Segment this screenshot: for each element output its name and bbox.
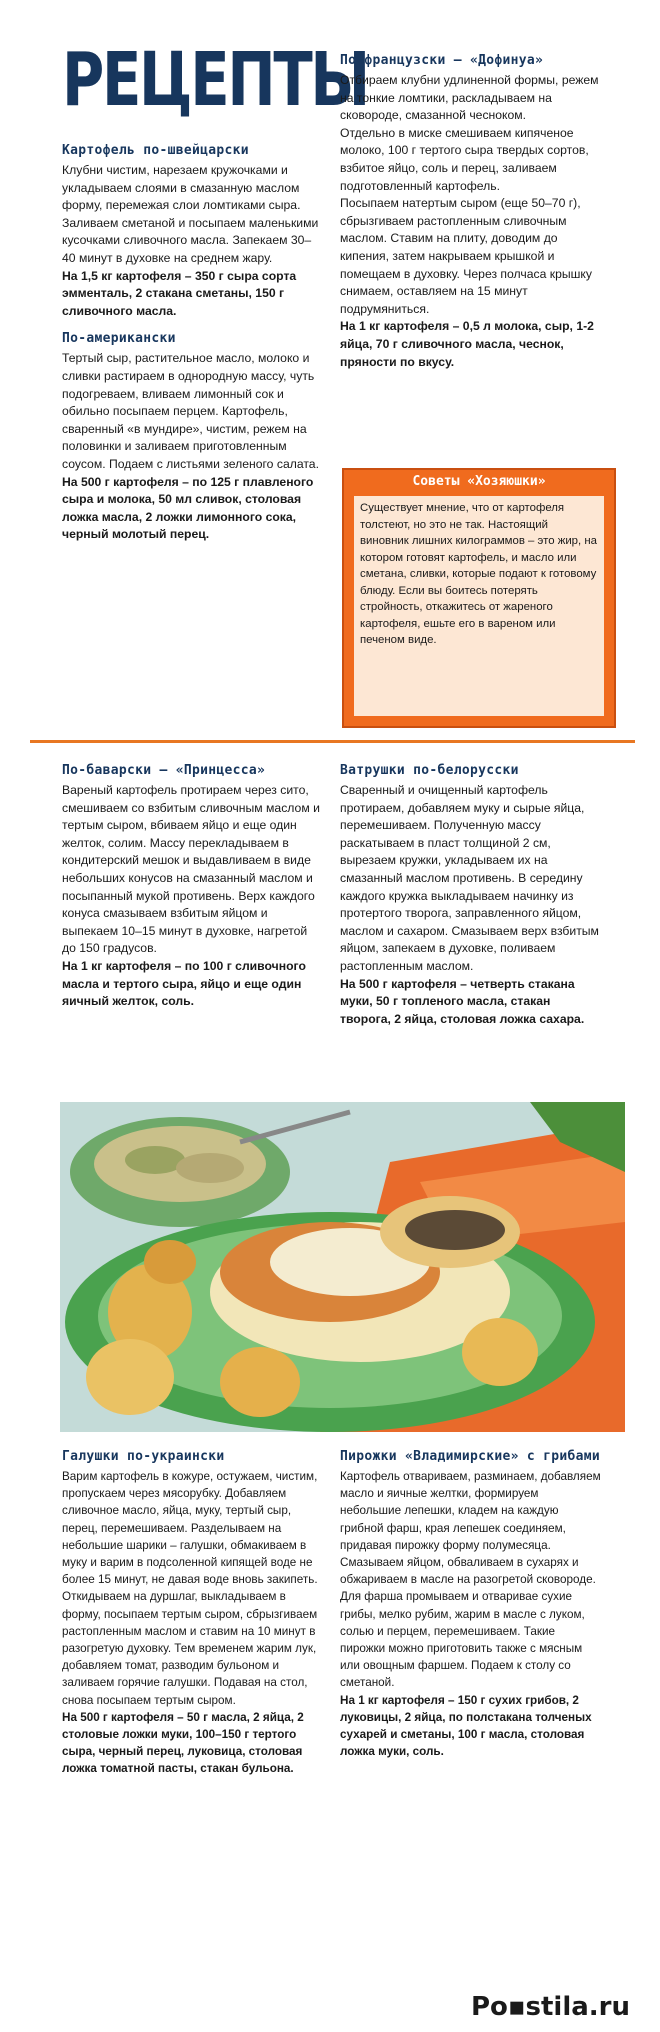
recipe-body-vladimir-2: Для фарша промываем и отваривае сухие грибы, мелко рубим, жарим в масле с луком, солью и перцем, перемешиваем. Такие пирожки можно приготовить также с мясным или овощным фаршем. Подаем к столу со сметаной. [340, 1590, 585, 1690]
recipe-ingredients-bavarian: На 1 кг картофеля – по 100 г сливочного масла и тертого сыра, яйцо и еще один яичный желток, соль. [62, 958, 306, 1009]
recipe-body-ukrainian: Варим картофель в кожуре, остужаем, чистим, пропускаем через мясорубку. Добавляем сливочное масло, яйца, муку, тертый сыр, перец, перемешиваем. Разделываем на небольшие шарики – галушки, обмакиваем в муку и варим в подсоленной кипящей воде не более 15 минут, не давая воде вновь закипеть. Откидываем на дуршлаг, выкладываем в форму, посыпаем тертым сыром, сбрызгиваем растопленным маслом и ставим на 10 минут в разогретую духовку. Тем временем жарим лук, добавляем томат, разводим бульоном и заливаем горячие галушки. Подавая на стол, снова посыпаем тертым сыром. [62, 1470, 318, 1707]
recipe-ingredients-american: На 500 г картофеля – по 125 г плавленого сыра и молока, 50 мл сливок, столовая ложка масла, 2 ложки лимонного сока, черный молотый перец. [62, 474, 314, 542]
recipe-heading-ukrainian: Галушки по-украински [62, 1449, 225, 1464]
right-column-middle [340, 762, 602, 1028]
left-column-top [62, 142, 320, 544]
recipe-ingredients-vladimir: На 1 кг картофеля – 150 г сухих грибов, 2 луковицы, 2 яйца, по полстакана толченых сухарей и сметаны, 100 г масла, столовая ложка муки, соль. [340, 1693, 592, 1759]
tips-body: Существует мнение, что от картофеля толстеют, но это не так. Настоящий виновник лишних килограммов – это жир, на котором готовят картофель, и масло или сметана, сливки, которые подают к готовому блюду. Если вы боитесь потерять стройность, откажитесь от жареного картофеля, ешьте его в вареном или печеном виде. [354, 496, 604, 716]
recipe-body-belarus: Сваренный и очищенный картофель протираем, добавляем муку и сырые яйца, перемешиваем. Полученную массу раскатываем в пласт толщиной 2 см, вырезаем кружки, укладываем их на смазанный маслом противень. В середину каждого кружка выкладываем начинку из протертого творога, заправленного яйцом, маслом и сахаром. Смазываем верх взбитым яйцом, запекаем в духовке, поливаем растопленным маслом. [340, 783, 599, 973]
recipe-body-american: Тертый сыр, растительное масло, молоко и сливки растираем в однородную массу, чуть подогреваем, вливаем лимонный сок и обильно посыпаем перцем. Картофель, сваренный «в мундире», чистим, режем на половинки и заливаем приготовленным соусом. Подаем с листьями зеленого салата. [62, 351, 319, 471]
recipe-body-french-1: Отбираем клубни удлиненной формы, режем на тонкие ломтики, раскладываем на сковороде, смазанной чесноком. [340, 73, 599, 123]
food-photo [60, 1102, 625, 1432]
recipe-heading-american: По-американски [62, 331, 176, 347]
recipe-ingredients-ukrainian: На 500 г картофеля – 50 г масла, 2 яйца, 2 столовые ложки муки, 100–150 г тертого сыра, черный перец, луковица, столовая ложка томатной пасты, стакан бульона. [62, 1710, 304, 1776]
recipe-body-french-3: Посыпаем натертым сыром (еще 50–70 г), сбрызгиваем растопленным сливочным маслом. Ставим на плиту, доводим до кипения, затем накрываем крышкой и помещаем в духовку. Через полчаса крышку снимаем, оставляем на 15 минут подрумяниться. [340, 196, 592, 316]
section-divider [30, 740, 635, 743]
tips-title: Советы «Хозяюшки» [412, 474, 546, 489]
recipe-heading-belarus: Ватрушки по-белорусски [340, 763, 519, 778]
left-column-bottom [62, 1448, 320, 1778]
right-column-top [340, 52, 602, 371]
recipe-heading-french: По-французски – «Дофинуа» [340, 53, 544, 68]
recipe-heading-vladimir: Пирожки «Владимирские» с грибами [340, 1449, 601, 1464]
right-column-bottom [340, 1448, 602, 1760]
recipe-body-bavarian: Вареный картофель протираем через сито, смешиваем со взбитым сливочным маслом и тертым сыром, вбиваем яйцо и еще один желток, солим. Массу перекладываем в кондитерский мешок и выдавливаем в виде небольших конусов на смазанный маслом и посыпанный мукой противень. Верх каждого конуса смазываем взбитым яйцом и выпекаем 10–15 минут в духовке, нагретой до 150 градусов. [62, 783, 320, 956]
recipe-ingredients-belarus: На 500 г картофеля – четверть стакана муки, 50 г топленого масла, стакан творога, 2 яйца, столовая ложка сахара. [340, 976, 585, 1026]
tips-box [342, 468, 616, 728]
recipe-heading-swiss: Картофель по-швейцарски [62, 143, 249, 158]
watermark: Po▪stila.ru [470, 1992, 630, 2022]
food-photo-illustration [60, 1102, 625, 1432]
recipe-body-french-2: Отдельно в миске смешиваем кипяченое молоко, 100 г тертого сыра твердых сортов, взбитое яйцо, соль и перец, заливаем подготовленный картофель. [340, 125, 589, 193]
recipe-body-swiss: Клубни чистим, нарезаем кружочками и укладываем слоями в смазанную маслом форму, перемежая слои ломтиками сыра. Заливаем сметаной и посыпаем маленькими кусочками сливочного масла. Запекаем 30–40 минут в духовке на среднем жару. [62, 163, 319, 265]
recipe-body-vladimir-1: Картофель отвариваем, разминаем, добавляем масло и яичные желтки, формируем небольшие лепешки, кладем на каждую грибной фарш, края лепешек соединяем, придавая пирожку форму полумесяца. Смазываем яйцом, обваливаем в сухарях и обжариваем в масле на разогретой сковороде. [340, 1470, 601, 1587]
recipe-heading-bavarian: По-баварски – «Принцесса» [62, 763, 266, 778]
page-title: РЕЦЕПТЫ [62, 37, 368, 123]
recipe-ingredients-swiss: На 1,5 кг картофеля – 350 г сыра сорта эмменталь, 2 стакана сметаны, 150 г сливочного масла. [62, 268, 297, 318]
left-column-middle [62, 762, 320, 1011]
recipe-ingredients-french: На 1 кг картофеля – 0,5 л молока, сыр, 1-2 яйца, 70 г сливочного масла, чеснок, пряности по вкусу. [340, 319, 594, 369]
